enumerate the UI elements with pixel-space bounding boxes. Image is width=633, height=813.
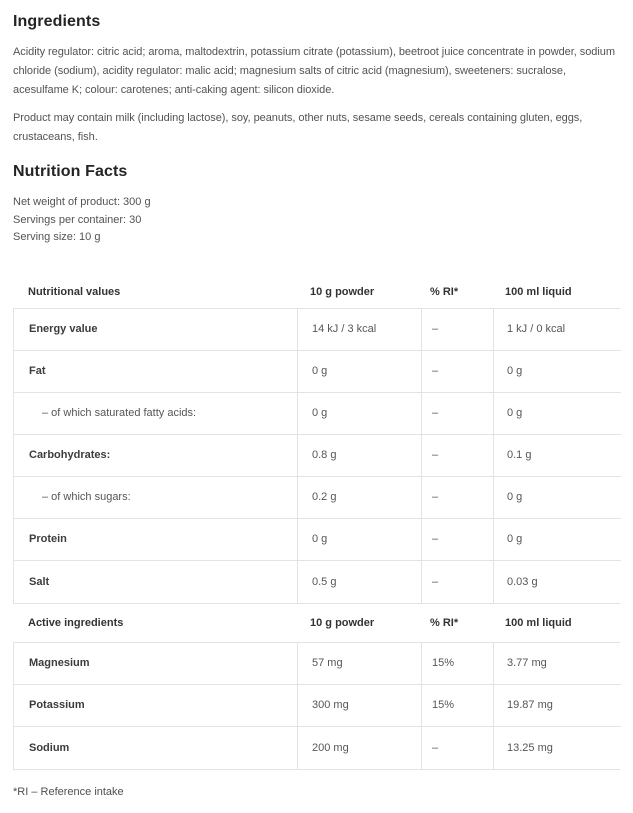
row-label: Energy value: [29, 323, 98, 335]
row-powder-value: 0.2 g: [297, 477, 421, 518]
row-ri-value: –: [421, 477, 493, 518]
table-row-carbohydrates: [14, 435, 621, 477]
column-header-liquid: 100 ml liquid: [505, 286, 572, 298]
row-ri-value: 15%: [421, 685, 493, 726]
table-row-saturated-fat: [14, 393, 621, 435]
net-weight-line: Net weight of product: 300 g: [13, 196, 151, 208]
row-powder-value: 0.5 g: [297, 561, 421, 603]
table-row-fat: [14, 351, 621, 393]
row-ri-value: –: [421, 351, 493, 392]
row-ri-value: –: [421, 393, 493, 434]
row-ri-value: 15%: [421, 643, 493, 684]
column-header-powder: 10 g powder: [310, 286, 375, 298]
allergen-warning-text: Product may contain milk (including lactose), soy, peanuts, other nuts, sesame seeds, cereals containing gluten, eggs, crustaceans, fish.: [13, 112, 583, 143]
nutritional-values-body: [13, 308, 620, 604]
row-label: – of which saturated fatty acids:: [42, 407, 197, 419]
active-ingredients-header-row: [13, 604, 620, 642]
row-powder-value: 14 kJ / 3 kcal: [297, 309, 421, 350]
table-row-magnesium: [14, 643, 621, 685]
table-row-protein: [14, 519, 621, 561]
row-powder-value: 0.8 g: [297, 435, 421, 476]
table-row-salt: [14, 561, 621, 603]
row-label: Magnesium: [29, 657, 90, 669]
row-label: Salt: [29, 575, 50, 588]
column-header-ri: % RI*: [430, 616, 459, 629]
nutrition-facts-title: Nutrition Facts: [13, 163, 128, 180]
row-ri-value: –: [421, 309, 493, 350]
row-powder-value: 57 mg: [297, 643, 421, 684]
column-header-ri: % RI*: [430, 286, 459, 298]
column-header-active-ingredients: Active ingredients: [28, 616, 124, 629]
row-ri-value: –: [421, 727, 493, 769]
column-header-powder: 10 g powder: [310, 616, 375, 629]
row-liquid-value: 0 g: [493, 519, 621, 560]
row-liquid-value: 19.87 mg: [493, 685, 621, 726]
table-row-potassium: [14, 685, 621, 727]
row-label: Protein: [29, 533, 67, 545]
row-label: Sodium: [29, 741, 70, 754]
column-header-nutritional-values: Nutritional values: [28, 286, 121, 298]
row-liquid-value: 3.77 mg: [493, 643, 621, 684]
row-liquid-value: 0 g: [493, 351, 621, 392]
table-row-sodium: [14, 727, 621, 769]
table-row-energy: [14, 309, 621, 351]
row-liquid-value: 1 kJ / 0 kcal: [493, 309, 621, 350]
row-label: Carbohydrates:: [29, 449, 111, 461]
ingredients-composition-text: Acidity regulator: citric acid; aroma, maltodextrin, potassium citrate (potassium), beetroot juice concentrate in powder, sodium chloride (sodium), acidity regulator: malic acid; magnesium salts of citric acid (magnesium), sweeteners: sucralose, acesulfame K; colour: carotenes; anti-caking agent: silicon dioxide.: [13, 46, 615, 96]
servings-per-container-line: Servings per container: 30: [13, 213, 142, 226]
row-powder-value: 200 mg: [297, 727, 421, 769]
row-powder-value: 0 g: [297, 393, 421, 434]
nutrition-table: [13, 277, 620, 799]
column-header-liquid: 100 ml liquid: [505, 616, 572, 629]
row-ri-value: –: [421, 519, 493, 560]
row-powder-value: 0 g: [297, 519, 421, 560]
reference-intake-footnote: *RI – Reference intake: [13, 785, 124, 798]
serving-meta: [13, 194, 620, 247]
row-label: – of which sugars:: [42, 491, 131, 503]
nutritional-values-header-row: [13, 277, 620, 308]
serving-size-line: Serving size: 10 g: [13, 231, 101, 243]
row-label: Fat: [29, 365, 46, 377]
row-ri-value: –: [421, 561, 493, 603]
row-ri-value: –: [421, 435, 493, 476]
active-ingredients-body: [13, 642, 620, 770]
row-powder-value: 300 mg: [297, 685, 421, 726]
table-row-sugars: [14, 477, 621, 519]
ingredients-title: Ingredients: [13, 13, 101, 30]
row-liquid-value: 0 g: [493, 477, 621, 518]
row-powder-value: 0 g: [297, 351, 421, 392]
row-liquid-value: 0 g: [493, 393, 621, 434]
row-liquid-value: 0.1 g: [493, 435, 621, 476]
row-liquid-value: 13.25 mg: [493, 727, 621, 769]
row-liquid-value: 0.03 g: [493, 561, 621, 603]
row-label: Potassium: [29, 699, 85, 711]
